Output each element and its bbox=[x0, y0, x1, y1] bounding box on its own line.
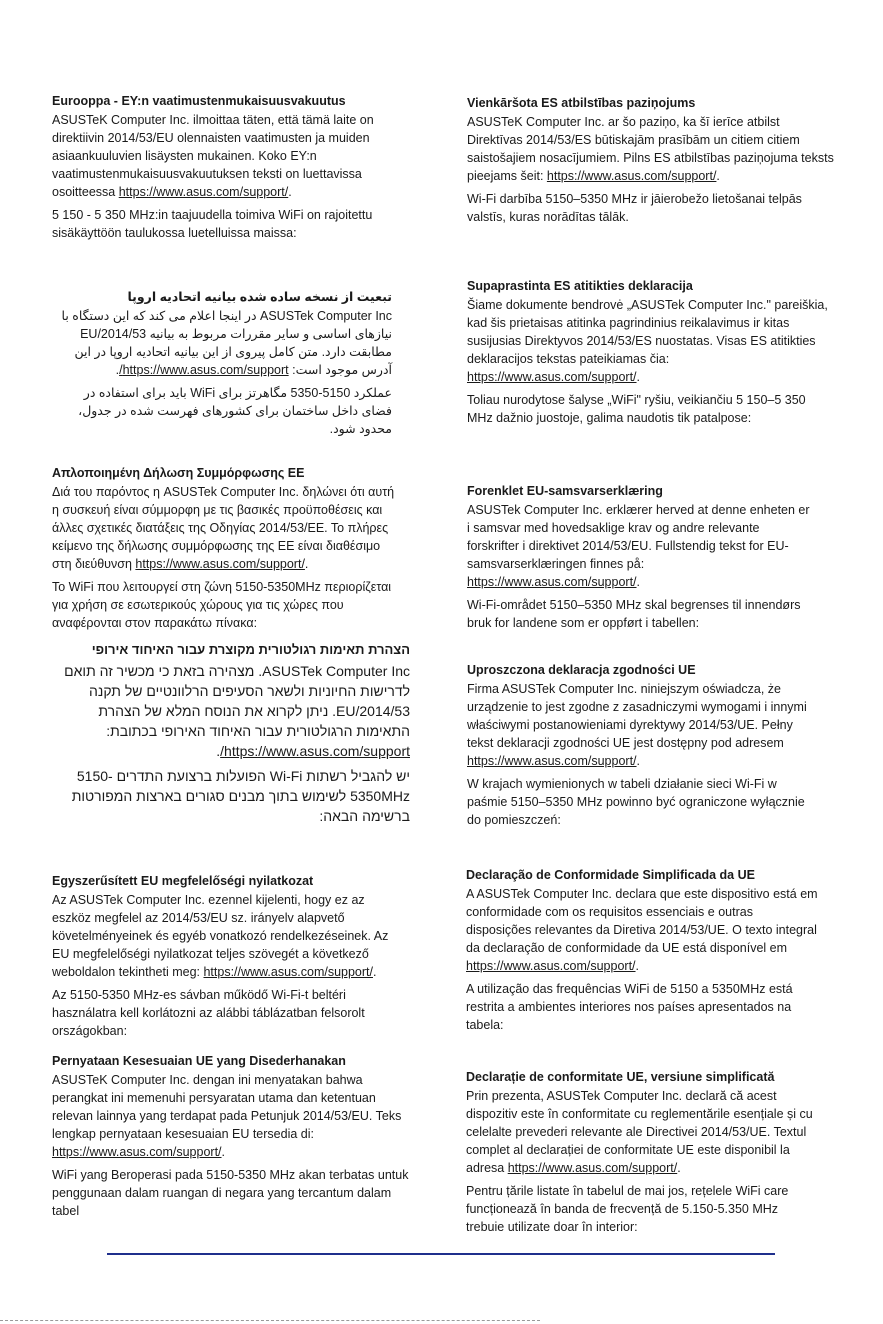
section-wifi-note: A utilização das frequências WiFi de 5150 a 5350MHz está restrita a ambientes interiores nos países apresentados na tabela: bbox=[466, 982, 793, 1032]
section-title: Uproszczona deklaracja zgodności UE bbox=[467, 663, 696, 677]
section-wifi-note: יש להגביל רשתות Wi-Fi הפועלות ברצועת התדרים 5150-5350MHz לשימוש בתוך מבנים סגורים בארצות המפורטות ברשימה הבאה: bbox=[71, 768, 410, 824]
section-wifi-note: Az 5150-5350 MHz-es sávban működő Wi-Fi-t beltéri használatra kell korlátozni az alábbi táblázatban felsorolt országokban: bbox=[52, 988, 365, 1038]
section-body: ASUSTek Computer Inc. מצהירה בזאת כי מכשיר זה תואם לדרישות החיוניות ולשאר הסעיפים הרלוונטיים של תקנה 2014/53/EU. ניתן לקרוא את הנוסח המלא של הצהרת התאימות הרגולטורית עבור האיחוד האירופי בכתובת: https://www.asus.com/support/. bbox=[64, 663, 410, 759]
support-link[interactable]: https://www.asus.com/support/ bbox=[119, 363, 289, 377]
section-title: Pernyataan Kesesuaian UE yang Disederhanakan bbox=[52, 1054, 346, 1068]
section-body: ASUSTek Computer Inc در اینجا اعلام می کند که این دستگاه با نیازهای اساسی و سایر مقررات مربوط به بیانیه 2014/53/EU مطابقت دارد. متن کامل پیروی از این بیانیه اتحادیه اروپا در این آدرس موجود است: https://www.asus.com/support/. bbox=[61, 309, 392, 377]
support-link[interactable]: https://www.asus.com/support/ bbox=[52, 1145, 222, 1159]
footer-divider bbox=[107, 1253, 775, 1255]
section-body: Firma ASUSTek Computer Inc. niniejszym oświadcza, że urządzenie to jest zgodne z zasadniczymi wymogami i innymi właściwymi postanowieniami dyrektywy 2014/53/UE. Pełny tekst deklaracji zgodności UE jest dostępny pod adresem https://www.asus.com/support/. bbox=[467, 682, 807, 768]
support-link[interactable]: https://www.asus.com/support/ bbox=[135, 557, 305, 571]
section-romanian bbox=[466, 1068, 818, 1241]
section-wifi-note: Wi-Fi-området 5150–5350 MHz skal begrenses til innendørs bruk for landene som er oppført i tabellen: bbox=[467, 598, 801, 630]
section-wifi-note: 5 150 - 5 350 MHz:in taajuudella toimiva WiFi on rajoitettu sisäkäyttöön taulukossa luetelluissa maissa: bbox=[52, 208, 373, 240]
section-indonesian bbox=[52, 1052, 417, 1225]
support-link[interactable]: https://www.asus.com/support/ bbox=[118, 185, 289, 199]
support-link[interactable]: https://www.asus.com/support/ bbox=[467, 370, 637, 384]
section-title: Declaração de Conformidade Simplificada da UE bbox=[466, 868, 755, 882]
section-wifi-note: WiFi yang Beroperasi pada 5150-5350 MHz akan terbatas untuk penggunaan dalam ruangan di negara yang tercantum dalam tabel bbox=[52, 1168, 409, 1218]
section-title: הצהרת תאימות רגולטורית מקוצרת עבור האיחוד אירופי bbox=[91, 642, 410, 657]
section-wifi-note: عملکرد 5150-5350 مگاهرتز برای WiFi باید برای استفاده در فضای داخل ساختمان برای کشورهای فهرست شده در جدول، محدود شود. bbox=[78, 386, 392, 436]
section-title: Απλοποιημένη Δήλωση Συμμόρφωσης ΕΕ bbox=[52, 466, 305, 480]
section-greek bbox=[52, 464, 400, 637]
section-wifi-note: Toliau nurodytose šalyse „WiFi" ryšiu, veikiančiu 5 150–5 350 MHz dažnio juostoje, galima naudotis tik patalpose: bbox=[467, 393, 806, 425]
section-body: ASUSTeK Computer Inc. ar šo paziņo, ka šī ierīce atbilst Direktīvas 2014/53/ES būtiskajām prasībām un citiem citiem saistošajiem nosacījumiem. Pilns ES atbilstības paziņojuma teksts pieejams šeit: https://www.asus.com/support/. bbox=[467, 115, 834, 183]
support-link[interactable]: https://www.asus.com/support/ bbox=[203, 965, 373, 979]
support-link[interactable]: https://www.asus.com/support/ bbox=[507, 1161, 678, 1175]
section-persian bbox=[50, 288, 392, 443]
support-link[interactable]: https://www.asus.com/support/ bbox=[467, 575, 637, 589]
section-hungarian bbox=[52, 872, 404, 1045]
section-title: Egyszerűsített EU megfelelőségi nyilatkozat bbox=[52, 874, 314, 888]
section-hebrew bbox=[55, 640, 410, 831]
section-body: Διά του παρόντος η ASUSTek Computer Inc. δηλώνει ότι αυτή η συσκευή είναι σύμμορφη με τις βασικές προϋποθέσεις και άλλες σχετικές διατάξεις της Οδηγίας 2014/53/ΕΕ. Το πλήρες κείμενο της δήλωσης συμμόρφωσης της ΕΕ είναι διαθέσιμο στη διεύθυνση https://www.asus.com/support/. bbox=[52, 485, 395, 571]
support-link[interactable]: https://www.asus.com/support/ bbox=[546, 169, 717, 183]
section-body: ASUSTeK Computer Inc. ilmoittaa täten, että tämä laite on direktiivin 2014/53/EU olennaisten vaatimusten ja muiden asiaankuuluvien lisäysten mukainen. Koko EY:n vaatimustenmukaisuusvakuutuksen teksti on luettavissa osoitteessa https://www.asus.com/support/. bbox=[52, 113, 374, 199]
section-title: Vienkāršota ES atbilstības paziņojums bbox=[467, 96, 696, 110]
section-latvian bbox=[467, 94, 837, 231]
support-link[interactable]: https://www.asus.com/support/ bbox=[220, 743, 410, 759]
section-title: Supaprastinta ES atitikties deklaracija bbox=[467, 279, 693, 293]
page-bottom-dashed-edge bbox=[0, 1320, 540, 1321]
section-body: A ASUSTek Computer Inc. declara que este dispositivo está em conformidade com os requisitos essenciais e outras disposições relevantes da Diretiva 2014/53/UE. O texto integral da declaração de conformidade da UE está disponível em https://www.asus.com/support/. bbox=[466, 887, 818, 973]
section-body: Az ASUSTek Computer Inc. ezennel kijelenti, hogy ez az eszköz megfelel az 2014/53/EU sz. irányelv alapvető követelményeinek és egyéb vonatkozó rendelkezéseinek. Az EU megfelelőségi nyilatkozat teljes szövegét a következő weboldalon tekintheti meg: https://www.asus.com/support/. bbox=[52, 893, 389, 979]
section-finnish bbox=[52, 92, 397, 247]
section-polish bbox=[467, 661, 812, 834]
section-body: ASUSTeK Computer Inc. dengan ini menyatakan bahwa perangkat ini memenuhi persyaratan utama dan ketentuan relevan lainnya yang terdapat pada Petunjuk 2014/53/EU. Teks lengkap pernyataan kesesuaian EU tersedia di: https://www.asus.com/support/. bbox=[52, 1073, 402, 1159]
section-body: Šiame dokumente bendrovė „ASUSTek Computer Inc." pareiškia, kad šis prietaisas atitinka pagrindinius reikalavimus ir kitas susijusias Direktyvos 2014/53/ES nuostatas. Visas ES atitikties deklaracijos tekstas pateikiamas čia: https://www.asus.com/support/. bbox=[467, 298, 828, 384]
support-link[interactable]: https://www.asus.com/support/ bbox=[466, 959, 636, 973]
section-portuguese bbox=[466, 866, 818, 1039]
section-title: تبعیت از نسخه ساده شده بیانیه اتحادیه اروپا bbox=[127, 290, 392, 304]
section-wifi-note: Wi-Fi darbība 5150–5350 MHz ir jāierobežo lietošanai telpās valstīs, kuras norādītas tālāk. bbox=[467, 192, 802, 224]
section-lithuanian bbox=[467, 277, 832, 432]
section-title: Forenklet EU-samsvarserklæring bbox=[467, 484, 663, 498]
section-wifi-note: W krajach wymienionych w tabeli działanie sieci Wi-Fi w paśmie 5150–5350 MHz powinno być ograniczone wyłącznie do pomieszczeń: bbox=[467, 777, 805, 827]
section-body: Prin prezenta, ASUSTek Computer Inc. declară că acest dispozitiv este în conformitate cu reglementările esențiale și cu celelalte prevederi relevante ale Directivei 2014/53/UE. Textul complet al declarației de conformitate UE este disponibil la adresa https://www.asus.com/support/. bbox=[466, 1089, 813, 1175]
section-norwegian bbox=[467, 482, 812, 637]
section-body: ASUSTek Computer Inc. erklærer herved at denne enheten er i samsvar med hovedsaklige krav og andre relevante forskrifter i direktivet 2014/53/EU. Fullstendig tekst for EU-samsvarserklæringen finnes på: https://www.asus.com/support/. bbox=[467, 503, 810, 589]
section-wifi-note: Το WiFi που λειτουργεί στη ζώνη 5150-5350MHz περιορίζεται για χρήση σε εσωτερικούς χώρους για τις χώρες που αναφέρονται στον παρακάτω πίνακα: bbox=[52, 580, 392, 630]
section-title: Eurooppa - EY:n vaatimustenmukaisuusvakuutus bbox=[52, 94, 346, 108]
section-wifi-note: Pentru țările listate în tabelul de mai jos, rețelele WiFi care funcționează în banda de frecvență de 5.150-5.350 MHz trebuie utilizate doar în interior: bbox=[466, 1184, 789, 1234]
section-title: Declarație de conformitate UE, versiune simplificată bbox=[466, 1070, 775, 1084]
support-link[interactable]: https://www.asus.com/support/ bbox=[467, 754, 637, 768]
